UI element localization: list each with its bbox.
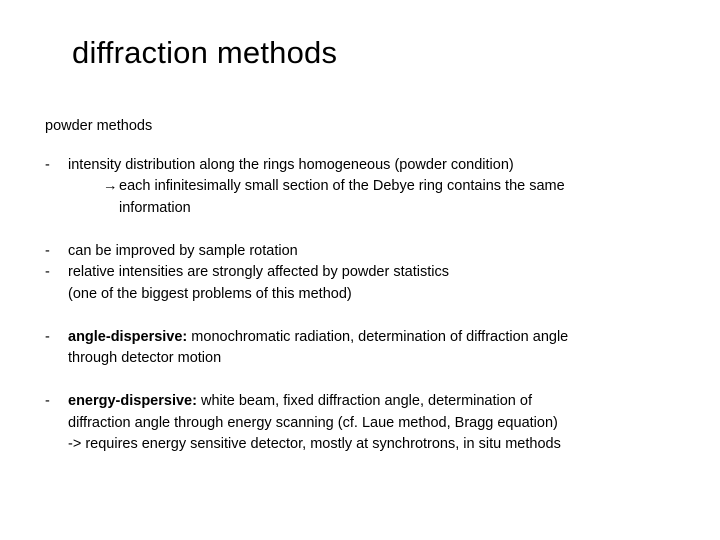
bullet-dash: - bbox=[45, 156, 50, 173]
arrow-icon: → bbox=[103, 178, 118, 194]
sub-point-text-cont: information bbox=[119, 199, 191, 216]
bullet-item bbox=[45, 391, 685, 456]
bullet-text: monochromatic radiation, determination of diffraction angle bbox=[191, 328, 569, 345]
bullet-item bbox=[45, 241, 685, 263]
bullet-text: relative intensities are strongly affected by powder statistics bbox=[68, 264, 449, 280]
bullet-dash: - bbox=[45, 328, 50, 345]
bullet-item bbox=[45, 327, 685, 370]
bullet-term: angle-dispersive: bbox=[68, 328, 188, 345]
slide-title: diffraction methods bbox=[72, 35, 338, 70]
bullet-text-cont: (one of the biggest problems of this method) bbox=[68, 285, 352, 302]
bullet-dash: - bbox=[45, 264, 50, 280]
bullet-dash: - bbox=[45, 393, 50, 409]
bullet-text-cont: -> requires energy sensitive detector, mostly at synchrotrons, in situ methods bbox=[68, 436, 561, 452]
section-heading: powder methods bbox=[45, 118, 153, 134]
bullet-text: intensity distribution along the rings homogeneous (powder condition) bbox=[68, 156, 514, 173]
bullet-item bbox=[45, 262, 685, 305]
slide-content bbox=[45, 116, 685, 456]
bullet-text: can be improved by sample rotation bbox=[68, 242, 298, 259]
sub-point bbox=[68, 176, 685, 198]
bullet-text-cont: diffraction angle through energy scanning (cf. Laue method, Bragg equation) bbox=[68, 414, 558, 431]
bullet-dash: - bbox=[45, 242, 50, 259]
sub-point-text: each infinitesimally small section of the Debye ring contains the same bbox=[119, 178, 565, 194]
bullet-text-cont: through detector motion bbox=[68, 350, 222, 366]
bullet-item bbox=[45, 155, 685, 220]
bullet-term: energy-dispersive: bbox=[68, 393, 197, 409]
bullet-text: white beam, fixed diffraction angle, determination of bbox=[200, 393, 532, 409]
sub-point-continuation bbox=[68, 198, 685, 220]
